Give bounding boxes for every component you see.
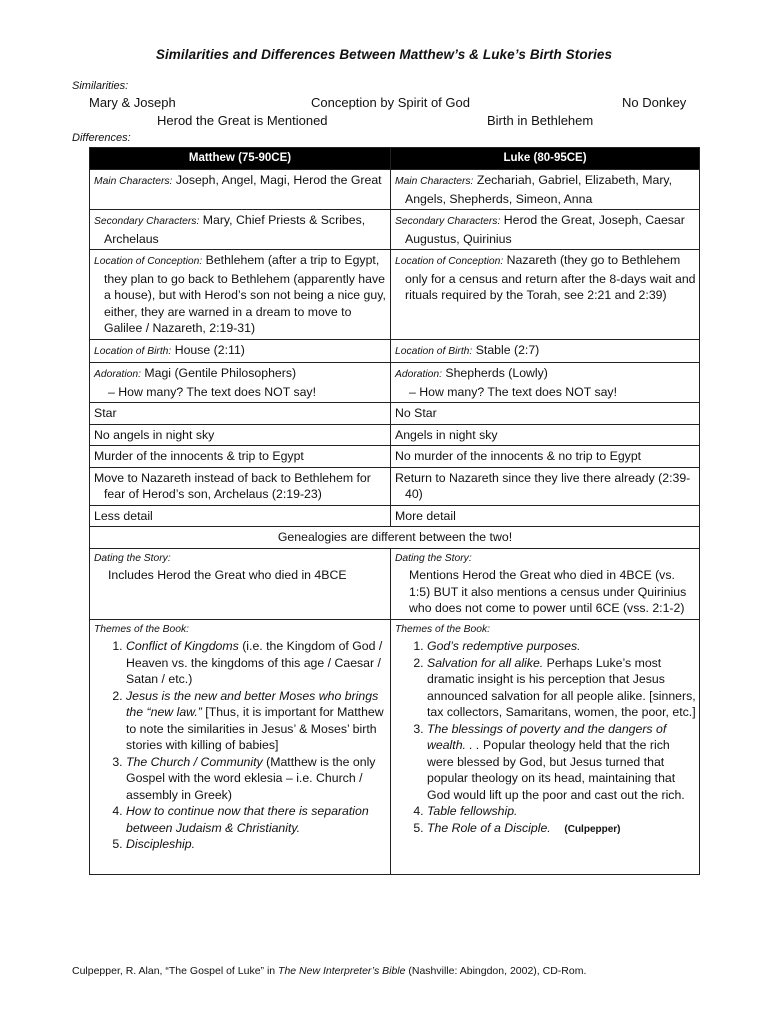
- similarity-herod: Herod the Great is Mentioned: [157, 113, 328, 128]
- matthew-detail: Less detail: [90, 505, 391, 527]
- differences-label: Differences:: [72, 132, 131, 144]
- page-title: Similarities and Differences Between Matthew’s & Luke’s Birth Stories: [155, 47, 613, 62]
- footer-citation: Culpepper, R. Alan, “The Gospel of Luke” in The New Interpreter’s Bible (Nashville: Abingdon, 2002), CD-Rom.: [72, 965, 587, 977]
- table-row: [90, 505, 700, 527]
- matthew-main-characters: Main Characters: Joseph, Angel, Magi, Herod the Great: [90, 170, 391, 210]
- luke-adoration: Adoration: Shepherds (Lowly) – How many? The text does NOT say!: [391, 363, 700, 403]
- luke-location-birth: Location of Birth: Stable (2:7): [391, 339, 700, 363]
- luke-location-conception: Location of Conception: Nazareth (they go to Bethlehem only for a census and return after the 8-days wait and rituals required by the Torah, see 2:21 and 2:39): [391, 250, 700, 340]
- table-row: [90, 424, 700, 446]
- list-item: 5. Discipleship.: [126, 836, 387, 853]
- similarity-conception: Conception by Spirit of God: [311, 95, 470, 110]
- luke-nazareth: Return to Nazareth since they live there already (2:39-40): [391, 467, 700, 505]
- luke-themes: Themes of the Book: 1. God’s redemptive purposes. 2. Salvation for all alike. Perhaps Luke’s most dramatic insight is his perception that Jesus announced salvation for all people alike. [sinners, tax collectors, Samaritans, women, the poor, etc.] 3. The blessings of poverty and the dangers of wealth. . . Popular theology held that the rich were blessed by God, but Jesus turned that popular theology on its head, maintaining that God would lift up the poor and cast out the rich. 4. Table fellowship. 5. The Role of a Disciple. (Culpepper): [391, 619, 700, 874]
- luke-murder: No murder of the innocents & no trip to Egypt: [391, 446, 700, 468]
- header-matthew: Matthew (75-90CE): [90, 148, 391, 170]
- table-row: [90, 363, 700, 403]
- matthew-location-birth: Location of Birth: House (2:11): [90, 339, 391, 363]
- table-row: [90, 339, 700, 363]
- list-item: 2. Jesus is the new and better Moses who brings the “new law.” [Thus, it is important for Matthew to note the similarities in Jesus’ & Moses’ birth stories with killing of babies]: [126, 688, 387, 754]
- matthew-murder: Murder of the innocents & trip to Egypt: [90, 446, 391, 468]
- matthew-secondary-characters: Secondary Characters: Mary, Chief Priests & Scribes, Archelaus: [90, 210, 391, 250]
- list-item: 4. How to continue now that there is separation between Judaism & Christianity.: [126, 803, 387, 836]
- list-item: 5. The Role of a Disciple. (Culpepper): [427, 820, 696, 839]
- similarity-mary-joseph: Mary & Joseph: [89, 95, 176, 110]
- table-row: [90, 403, 700, 425]
- list-item: 1. Conflict of Kingdoms (i.e. the Kingdom of God / Heaven vs. the kingdoms of this age / Caesar / Satan / etc.): [126, 638, 387, 688]
- table-row: [90, 210, 700, 250]
- matthew-adoration: Adoration: Magi (Gentile Philosophers) – How many? The text does NOT say!: [90, 363, 391, 403]
- list-item: 4. Table fellowship.: [427, 803, 696, 820]
- differences-table: [89, 147, 700, 875]
- matthew-location-conception: Location of Conception: Bethlehem (after a trip to Egypt, they plan to go back to Bethlehem (apparently have a house), but with Herod’s son not being a nice guy, either, they are warned in a dream to move to Galilee / Nazareth, 2:19-31): [90, 250, 391, 340]
- luke-dating: Dating the Story: Mentions Herod the Great who died in 4BCE (vs. 1:5) BUT it also mentions a census under Quirinius who does not come to power until 6CE (vss. 2:1-2): [391, 548, 700, 619]
- table-row: [90, 527, 700, 549]
- luke-main-characters: Main Characters: Zechariah, Gabriel, Elizabeth, Mary, Angels, Shepherds, Simeon, Anna: [391, 170, 700, 210]
- matthew-star: Star: [90, 403, 391, 425]
- genealogies-note: Genealogies are different between the two!: [90, 527, 700, 549]
- list-item: 1. God’s redemptive purposes.: [427, 638, 696, 655]
- matthew-dating: Dating the Story: Includes Herod the Great who died in 4BCE: [90, 548, 391, 619]
- table-row: [90, 446, 700, 468]
- table-row: [90, 250, 700, 340]
- luke-secondary-characters: Secondary Characters: Herod the Great, Joseph, Caesar Augustus, Quirinius: [391, 210, 700, 250]
- luke-star: No Star: [391, 403, 700, 425]
- luke-detail: More detail: [391, 505, 700, 527]
- list-item: 2. Salvation for all alike. Perhaps Luke’s most dramatic insight is his perception that Jesus announced salvation for all people alike. [sinners, tax collectors, Samaritans, women, the poor, etc.]: [427, 655, 696, 721]
- luke-angels: Angels in night sky: [391, 424, 700, 446]
- matthew-themes: Themes of the Book: 1. Conflict of Kingdoms (i.e. the Kingdom of God / Heaven vs. the kingdoms of this age / Caesar / Satan / etc.) 2. Jesus is the new and better Moses who brings the “new law.” [Thus, it is important for Matthew to note the similarities in Jesus’ & Moses’ birth stories with killing of babies] 3. The Church / Community (Matthew is the only Gospel with the word eklesia – i.e. Church / assembly in Greek) 4. How to continue now that there is separation between Judaism & Christianity. 5. Discipleship.: [90, 619, 391, 874]
- table-row: [90, 170, 700, 210]
- table-row: [90, 619, 700, 874]
- culpepper-citation: (Culpepper): [564, 823, 621, 835]
- table-row: [90, 548, 700, 619]
- similarities-label: Similarities:: [72, 80, 129, 92]
- header-luke: Luke (80-95CE): [391, 148, 700, 170]
- list-item: 3. The Church / Community (Matthew is the only Gospel with the word eklesia – i.e. Church / assembly in Greek): [126, 754, 387, 804]
- matthew-angels: No angels in night sky: [90, 424, 391, 446]
- matthew-nazareth: Move to Nazareth instead of back to Bethlehem for fear of Herod’s son, Archelaus (2:19-23): [90, 467, 391, 505]
- list-item: 3. The blessings of poverty and the dangers of wealth. . . Popular theology held that the rich were blessed by God, but Jesus turned that popular theology on its head, maintaining that God would lift up the poor and cast out the rich.: [427, 721, 696, 804]
- similarity-bethlehem: Birth in Bethlehem: [487, 113, 594, 128]
- similarity-no-donkey: No Donkey: [622, 95, 687, 110]
- table-header-row: [90, 148, 700, 170]
- table-row: [90, 467, 700, 505]
